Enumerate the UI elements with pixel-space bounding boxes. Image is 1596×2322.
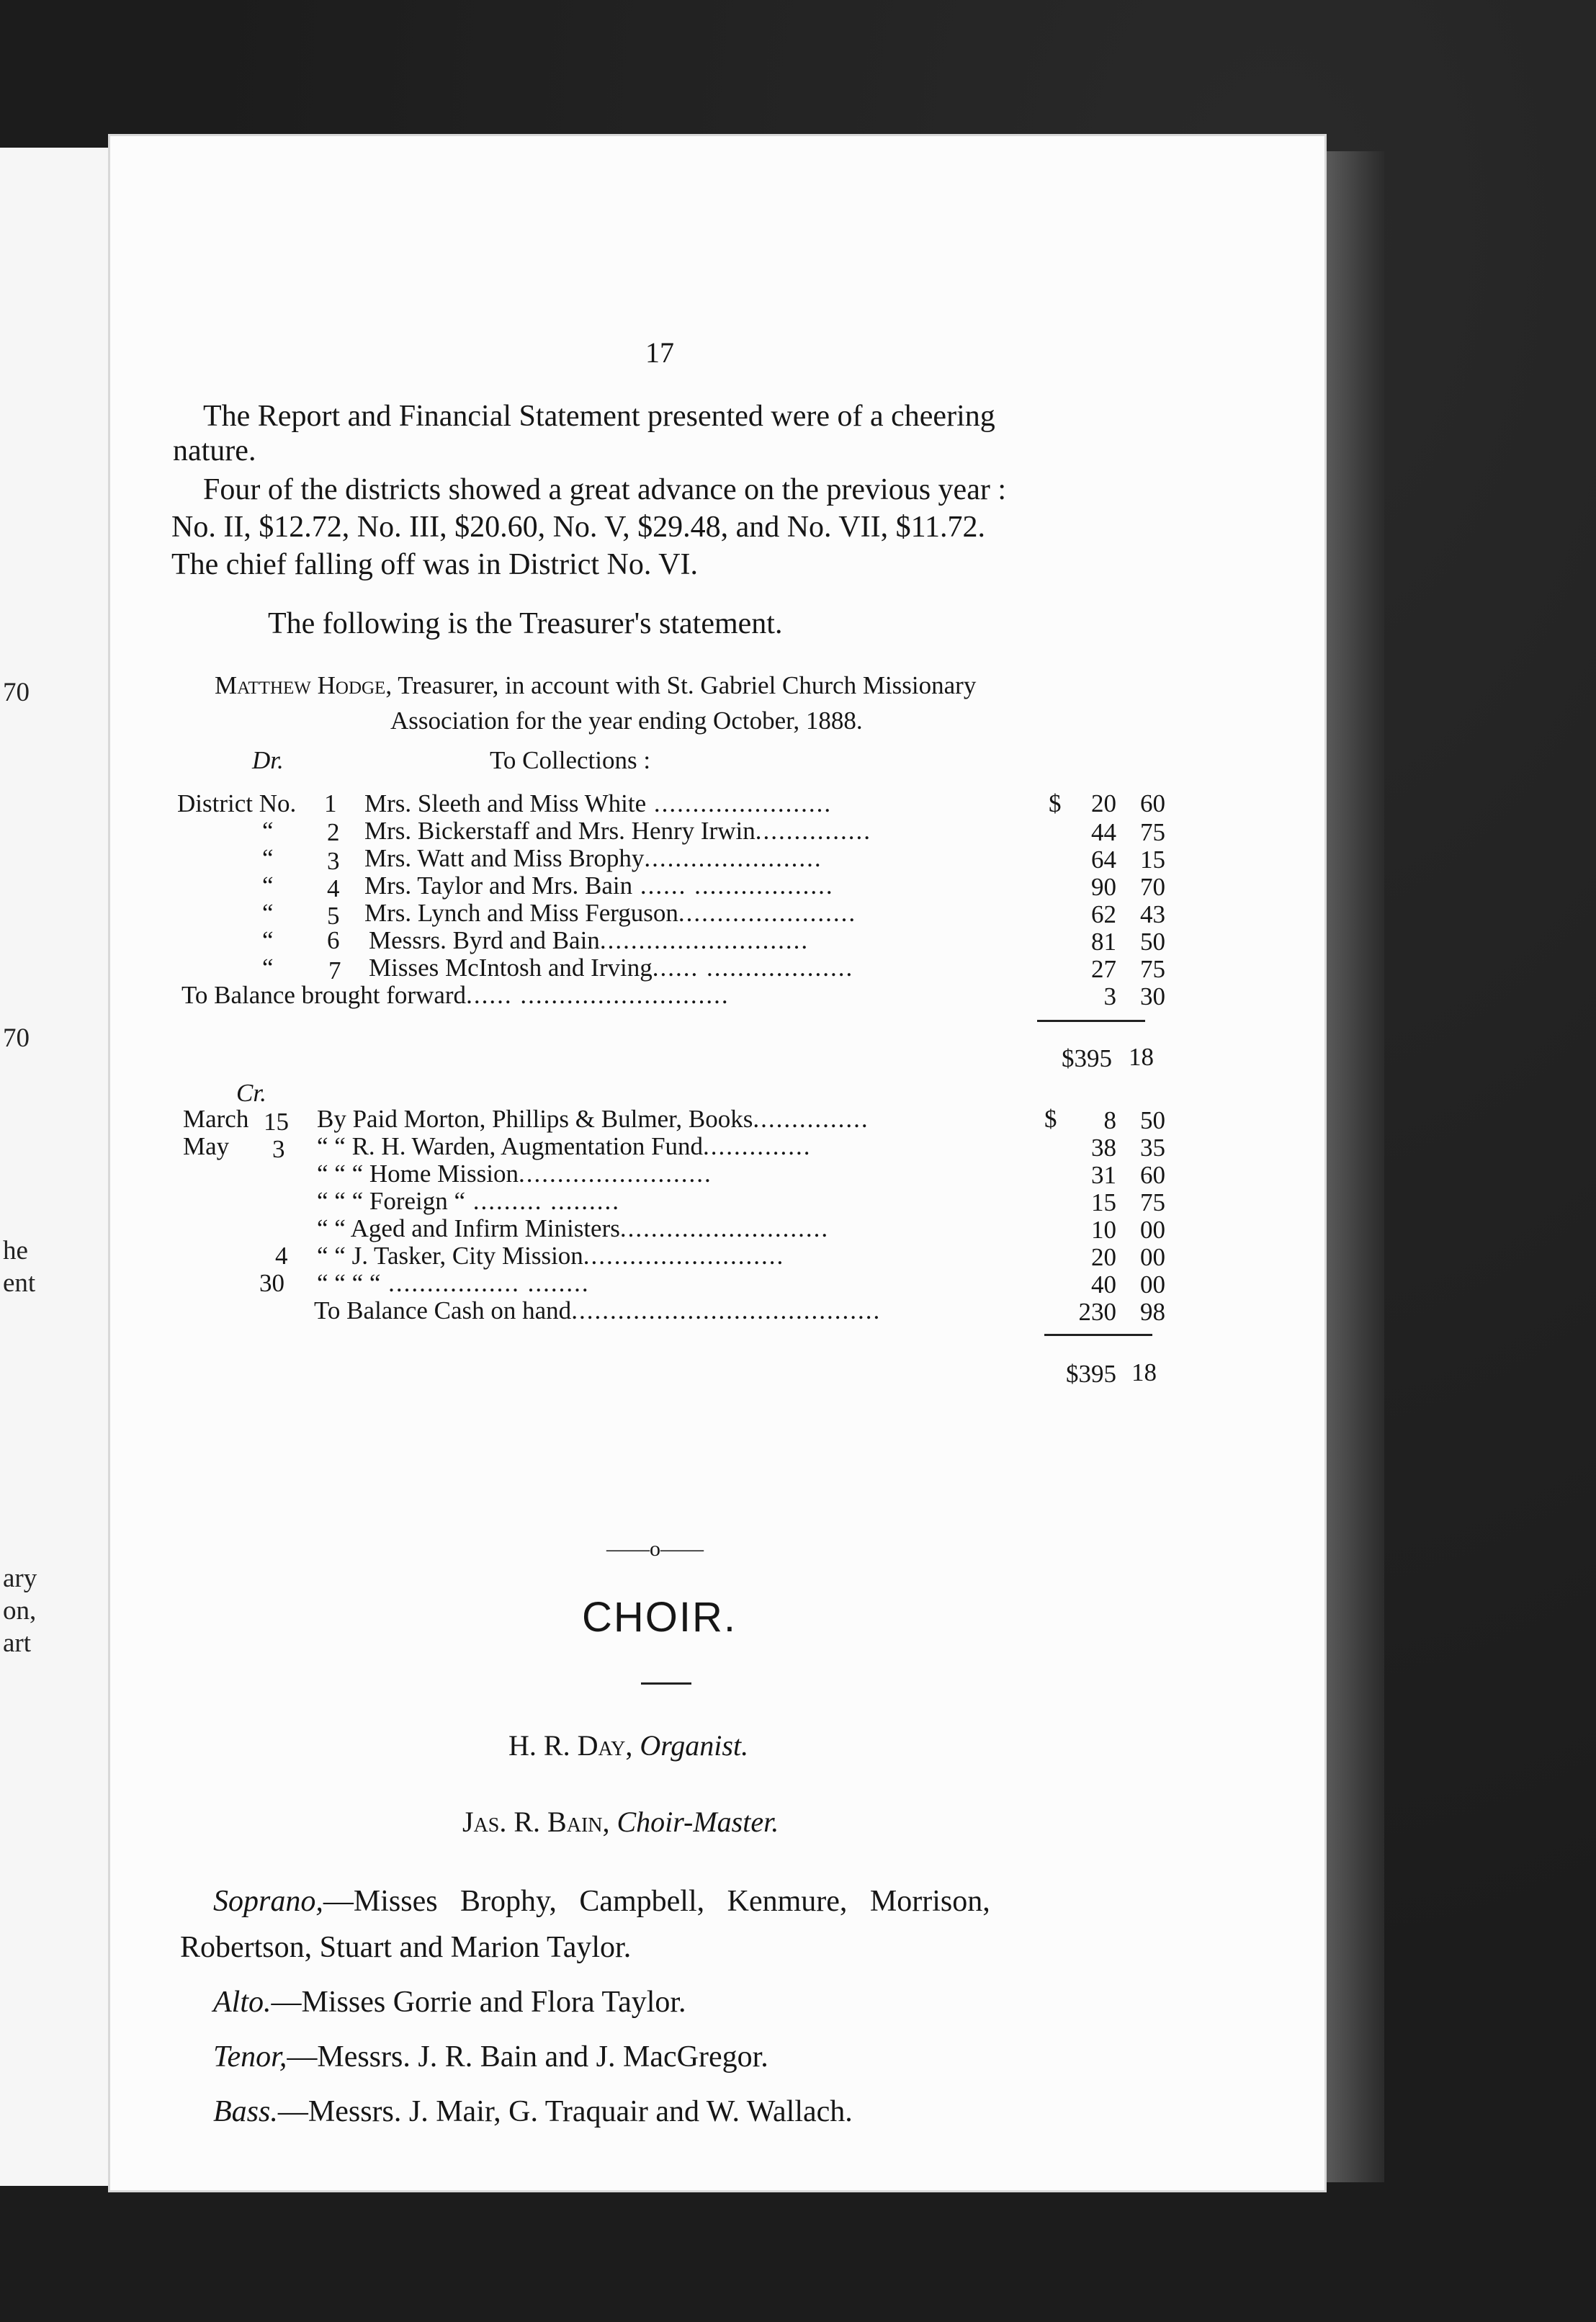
credit-entry: “ “ “ “ ................. ........: [317, 1269, 590, 1297]
credit-total-cents: 18: [1131, 1358, 1157, 1386]
amount-cents: 98: [1140, 1298, 1165, 1326]
left-fragment: 70: [3, 1023, 30, 1053]
left-fragment: ary: [3, 1564, 37, 1593]
amount-dollars: 230: [1078, 1298, 1116, 1326]
ditto-mark: “: [262, 844, 274, 872]
collector-name: Mrs. Lynch and Miss Ferguson.......................: [364, 899, 857, 927]
credit-day: 15: [264, 1108, 289, 1136]
credit-day: 30: [259, 1269, 284, 1297]
amount-dollars: 81: [1091, 928, 1116, 956]
district-number: 1: [324, 789, 337, 817]
credit-entry: “ “ “ Foreign “ ......... .........: [317, 1187, 621, 1215]
amount-dollars: 20: [1091, 1243, 1116, 1271]
collector-name: Mrs. Taylor and Mrs. Bain ...... ..................: [364, 871, 834, 900]
paragraph-line: nature.: [173, 434, 256, 467]
district-number: 4: [327, 874, 340, 902]
credit-entry: “ “ Aged and Infirm Ministers...........................: [317, 1214, 830, 1242]
sum-rule: [1037, 1020, 1145, 1022]
amount-cents: 00: [1140, 1270, 1165, 1299]
amount-dollars: 62: [1091, 900, 1116, 928]
ornamental-separator: ——o——: [606, 1537, 704, 1561]
amount-cents: 60: [1140, 789, 1165, 817]
amount-dollars: 8: [1103, 1106, 1116, 1134]
soprano-line: Soprano,—Misses Brophy, Campbell, Kenmure, Morrison,: [213, 1885, 990, 1918]
amount-cents: 00: [1140, 1243, 1165, 1271]
paragraph-line: The following is the Treasurer's statement.: [268, 607, 783, 640]
choir-master-line: Jas. R. Bain, Choir-Master.: [462, 1806, 779, 1838]
amount-cents: 50: [1140, 928, 1165, 956]
account-header-line2: Association for the year ending October, 1888.: [390, 707, 863, 735]
paragraph-line: The chief falling off was in District No. VI.: [171, 548, 698, 581]
credit-month: March: [183, 1105, 249, 1133]
amount-dollars: 38: [1091, 1134, 1116, 1162]
left-fragment: 70: [3, 678, 30, 707]
amount-cents: 50: [1140, 1106, 1165, 1134]
debit-label: Dr.: [252, 746, 284, 774]
collector-name: Mrs. Sleeth and Miss White .......................: [364, 789, 833, 817]
credit-entry: “ “ J. Tasker, City Mission..........................: [317, 1242, 785, 1270]
credit-day: 4: [275, 1242, 288, 1270]
previous-page-edge: [0, 148, 117, 2186]
collector-name: Misses McIntosh and Irving...... ...................: [369, 954, 854, 982]
bass-line: Bass.—Messrs. J. Mair, G. Traquair and W. Wallach.: [213, 2095, 853, 2128]
amount-cents: 35: [1140, 1134, 1165, 1162]
ditto-mark: “: [262, 817, 274, 845]
amount-cents: 75: [1140, 1188, 1165, 1216]
amount-dollars: 44: [1091, 818, 1116, 846]
sum-rule: [1044, 1334, 1152, 1336]
dollar-sign: $: [1049, 789, 1062, 817]
title-rule: [641, 1682, 691, 1685]
left-fragment: art: [3, 1628, 32, 1658]
district-number: 7: [328, 956, 341, 985]
amount-dollars: 64: [1091, 846, 1116, 874]
collector-name: Mrs. Watt and Miss Brophy.......................: [364, 844, 822, 872]
left-fragment: he: [3, 1236, 28, 1265]
credit-entry: “ “ “ Home Mission.........................: [317, 1160, 712, 1188]
amount-dollars: 27: [1091, 955, 1116, 983]
credit-month: May: [183, 1132, 230, 1160]
balance-label: To Balance brought forward...... ...........................: [181, 981, 730, 1009]
amount-cents: 70: [1140, 873, 1165, 901]
credit-label: Cr.: [236, 1079, 266, 1107]
left-fragment: ent: [3, 1268, 36, 1298]
amount-dollars: 90: [1091, 873, 1116, 901]
soprano-line-2: Robertson, Stuart and Marion Taylor.: [180, 1931, 632, 1964]
section-title: CHOIR.: [582, 1594, 737, 1641]
organist-line: H. R. Day, Organist.: [508, 1729, 749, 1762]
amount-dollars: 3: [1103, 982, 1116, 1010]
page-number: 17: [645, 336, 674, 369]
amount-dollars: 20: [1091, 789, 1116, 817]
ditto-mark: “: [262, 871, 274, 900]
amount-dollars: 40: [1091, 1270, 1116, 1299]
book-edge-right: [1327, 151, 1384, 2182]
tenor-line: Tenor,—Messrs. J. R. Bain and J. MacGregor.: [213, 2040, 768, 2074]
amount-cents: 15: [1140, 846, 1165, 874]
debit-total-cents: 18: [1129, 1043, 1154, 1071]
amount-cents: 43: [1140, 900, 1165, 928]
table-row: District No.: [177, 789, 297, 817]
district-number: 3: [327, 847, 340, 875]
credit-day: 3: [272, 1135, 285, 1163]
collector-name: Mrs. Bickerstaff and Mrs. Henry Irwin...............: [364, 817, 871, 845]
amount-cents: 75: [1140, 955, 1165, 983]
account-header-text: Treasurer, in account with St. Gabriel Church Missionary: [398, 671, 977, 699]
amount-dollars: 10: [1091, 1216, 1116, 1244]
treasurer-name: Matthew Hodge,: [215, 671, 393, 699]
debit-total-dollars: $395: [1062, 1044, 1112, 1072]
alto-line: Alto.—Misses Gorrie and Flora Taylor.: [213, 1986, 686, 2019]
district-number: 5: [327, 902, 340, 930]
district-number: 2: [327, 818, 340, 846]
document-page: [108, 134, 1327, 2192]
ditto-mark: “: [262, 926, 274, 954]
amount-cents: 00: [1140, 1216, 1165, 1244]
dollar-sign: $: [1044, 1105, 1057, 1133]
credit-entry: “ “ R. H. Warden, Augmentation Fund..............: [317, 1132, 812, 1160]
ditto-mark: “: [262, 899, 274, 927]
collector-name: Messrs. Byrd and Bain...........................: [369, 926, 810, 954]
paragraph-line: No. II, $12.72, No. III, $20.60, No. V, $29.48, and No. VII, $11.72.: [171, 511, 986, 544]
paragraph-line: Four of the districts showed a great advance on the previous year :: [203, 473, 1006, 506]
debit-heading: To Collections :: [490, 746, 651, 774]
credit-entry: To Balance Cash on hand........................................: [314, 1296, 882, 1324]
left-fragment: on,: [3, 1596, 37, 1626]
amount-dollars: 31: [1091, 1161, 1116, 1189]
amount-dollars: 15: [1091, 1188, 1116, 1216]
amount-cents: 75: [1140, 818, 1165, 846]
district-number: 6: [327, 926, 340, 954]
ditto-mark: “: [262, 954, 274, 982]
amount-cents: 60: [1140, 1161, 1165, 1189]
credit-total-dollars: $395: [1066, 1360, 1116, 1388]
amount-cents: 30: [1140, 982, 1165, 1010]
credit-entry: By Paid Morton, Phillips & Bulmer, Books...............: [317, 1105, 869, 1133]
account-header-line1: [215, 671, 976, 700]
paragraph-line: The Report and Financial Statement presented were of a cheering: [203, 400, 995, 433]
